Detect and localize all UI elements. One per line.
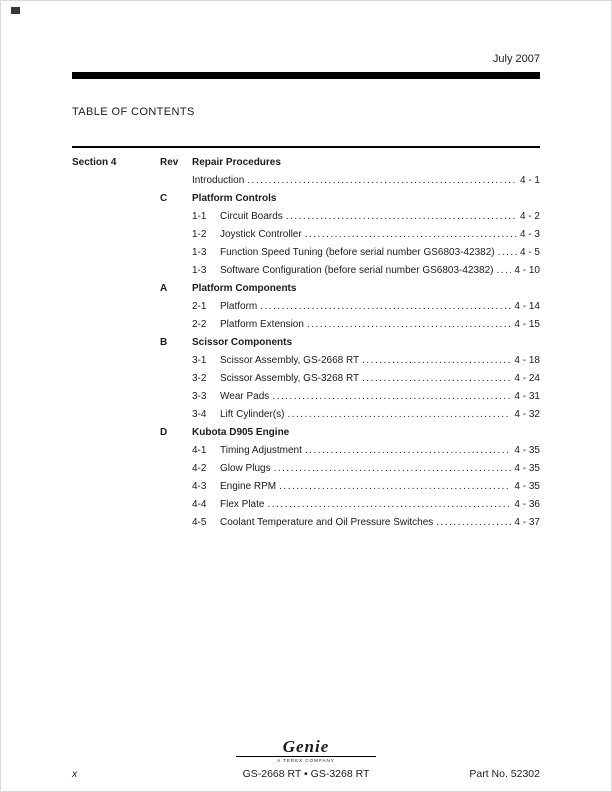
toc-entry-row [72,388,540,406]
toc-entry-title: Flex Plate [220,499,265,510]
toc-entry-number: 2-1 [192,301,207,312]
toc-entry-number: 3-4 [192,409,207,420]
toc-entry-number: 4-1 [192,445,207,456]
toc-section-title: Repair Procedures [192,157,281,168]
toc-group-title: Platform Controls [192,193,277,204]
toc-header-row [72,154,540,172]
toc-entry-title: Scissor Assembly, GS-3268 RT [220,373,360,384]
toc-group-title: Scissor Components [192,337,293,348]
toc-entry-number: 1-3 [192,247,207,258]
toc-entry-row [72,442,540,460]
toc-entry [192,388,540,406]
toc-entry-row [72,370,540,388]
toc-entry-number: 1-3 [192,265,207,276]
toc-entry-page: 4 - 15 [514,319,540,330]
toc-entry-number: 4-3 [192,481,207,492]
toc-group-row [72,280,540,298]
toc-entry [192,460,540,478]
toc-entry-page: 4 - 24 [514,373,540,384]
toc-section-label: Section 4 [72,157,117,168]
toc-entry-page: 4 - 35 [514,445,540,456]
toc-dot-leader [362,370,511,388]
header-rule [72,72,540,79]
toc-entry-number: 1-1 [192,211,207,222]
toc-entry-title: Glow Plugs [220,463,271,474]
toc-entry [192,442,540,460]
genie-logo-rule [236,756,376,757]
toc-entry-row [72,172,540,190]
toc-entry [192,316,540,334]
toc-entry [192,496,540,514]
toc-dot-leader [497,262,512,280]
toc-dot-leader [287,406,511,424]
toc-dot-leader [274,460,512,478]
footer-models: GS-2668 RT • GS-3268 RT [242,768,370,780]
toc-top-rule [72,146,540,148]
toc-entry-page: 4 - 36 [514,499,540,510]
toc-entry-row [72,478,540,496]
toc-entry-title: Wear Pads [220,391,270,402]
footer-page-number: x [72,768,78,780]
toc-entry-title: Engine RPM [220,481,277,492]
page-title: TABLE OF CONTENTS [72,106,195,118]
toc-rev-label: Rev [160,157,179,168]
toc-entry-title: Software Configuration (before serial number GS6803-42382) [220,265,494,276]
toc-entry-number: 1-2 [192,229,207,240]
toc-entry [192,352,540,370]
toc-entry-number: 4-2 [192,463,207,474]
toc-entry-row [72,226,540,244]
table-of-contents [72,154,540,532]
toc-entry [192,298,540,316]
toc-entry-title: Platform [220,301,258,312]
toc-group-row [72,190,540,208]
toc-entry-page: 4 - 14 [514,301,540,312]
toc-entry [192,244,540,262]
toc-entry-row [72,298,540,316]
toc-entry-row [72,208,540,226]
toc-entry-title: Platform Extension [220,319,304,330]
toc-entry [192,406,540,424]
toc-entry-page: 4 - 18 [514,355,540,366]
toc-entry-row [72,244,540,262]
toc-entry-title: Lift Cylinder(s) [220,409,285,420]
toc-group-row [72,424,540,442]
header-date: July 2007 [492,53,540,65]
toc-entry-page: 4 - 32 [514,409,540,420]
footer-part-number: Part No. 52302 [469,768,540,780]
toc-entry-row [72,514,540,532]
toc-entry-page: 4 - 5 [519,247,540,258]
toc-dot-leader [267,496,511,514]
toc-entry-page: 4 - 35 [514,481,540,492]
toc-entry-number: 3-2 [192,373,207,384]
page-footer [72,738,540,780]
toc-dot-leader [279,478,511,496]
page-content [1,53,611,532]
toc-entry-row [72,262,540,280]
toc-rev-letter: B [160,337,168,348]
toc-group-row [72,334,540,352]
toc-rows [72,172,540,532]
toc-dot-leader [272,388,511,406]
toc-group-title: Platform Components [192,283,297,294]
toc-entry-number: 4-4 [192,499,207,510]
toc-entry-page: 4 - 2 [519,211,540,222]
toc-dot-leader [260,298,511,316]
toc-entry [192,514,540,532]
toc-dot-leader [305,442,512,460]
toc-dot-leader [247,172,517,190]
toc-entry-row [72,496,540,514]
genie-logo-wordmark: Genie [282,737,330,756]
toc-entry-title: Function Speed Tuning (before serial number GS6803-42382) [220,247,495,258]
toc-entry-row [72,352,540,370]
toc-entry [192,262,540,280]
toc-entry-title: Joystick Controller [220,229,302,240]
footer-row [72,768,540,780]
toc-rev-letter: A [160,283,168,294]
toc-dot-leader [307,316,511,334]
genie-logo [72,738,540,763]
toc-entry-title: Timing Adjustment [220,445,302,456]
toc-entry [192,370,540,388]
toc-entry [192,172,540,190]
scan-artifact [11,7,20,14]
toc-dot-leader [436,514,511,532]
toc-entry [192,226,540,244]
toc-entry-page: 4 - 35 [514,463,540,474]
genie-logo-subtext: A TEREX COMPANY [277,758,335,763]
toc-entry-title: Introduction [192,175,245,186]
toc-entry-page: 4 - 3 [519,229,540,240]
toc-entry-row [72,406,540,424]
toc-entry-title: Scissor Assembly, GS-2668 RT [220,355,360,366]
toc-entry-row [72,460,540,478]
toc-entry-page: 4 - 31 [514,391,540,402]
toc-entry-number: 3-3 [192,391,207,402]
toc-entry [192,208,540,226]
toc-entry-title: Circuit Boards [220,211,283,222]
toc-entry-page: 4 - 37 [514,517,540,528]
toc-rev-letter: C [160,193,168,204]
toc-dot-leader [305,226,517,244]
toc-rev-letter: D [160,427,168,438]
toc-entry-number: 4-5 [192,517,207,528]
toc-entry [192,478,540,496]
toc-entry-page: 4 - 10 [514,265,540,276]
toc-entry-number: 3-1 [192,355,207,366]
toc-entry-page: 4 - 1 [519,175,540,186]
toc-dot-leader [362,352,511,370]
toc-entry-number: 2-2 [192,319,207,330]
toc-dot-leader [498,244,517,262]
toc-group-title: Kubota D905 Engine [192,427,290,438]
toc-entry-row [72,316,540,334]
toc-entry-title: Coolant Temperature and Oil Pressure Switches [220,517,434,528]
toc-dot-leader [286,208,517,226]
